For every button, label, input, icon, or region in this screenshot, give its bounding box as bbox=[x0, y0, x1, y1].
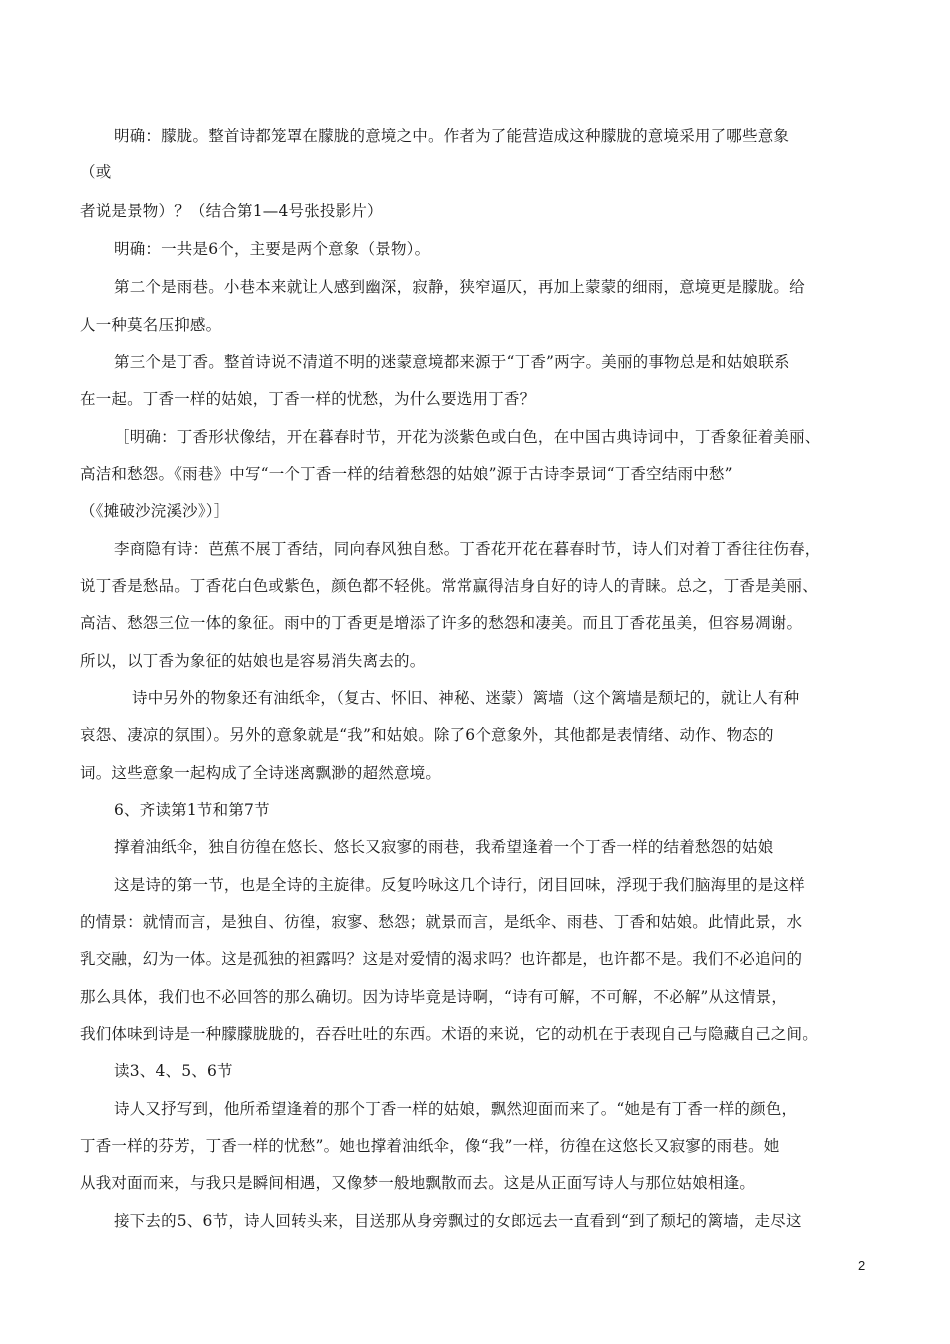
paragraph-line: 者说是景物）？（结合第1—4号张投影片） bbox=[80, 202, 383, 220]
paragraph-line: 高洁和愁怨。《雨巷》中写“一个丁香一样的结着愁怨的姑娘”源于古诗李景词“丁香空结雨中愁” bbox=[80, 465, 733, 483]
paragraph-line: 诗人又抒写到，他所希望逢着的那个丁香一样的姑娘，飘然迎面而来了。“她是有丁香一样的颜色， bbox=[114, 1100, 798, 1118]
section-heading: 读3、4、5、6节 bbox=[114, 1062, 233, 1080]
section-heading: 6、齐读第1节和第7节 bbox=[114, 801, 270, 819]
paragraph-line: 诗中另外的物象还有油纸伞，（复古、怀旧、神秘、迷蒙）篱墙（这个篱墙是颓圮的，就让人有种 bbox=[132, 689, 800, 707]
paragraph-line: 明确：朦胧。整首诗都笼罩在朦胧的意境之中。作者为了能营造成这种朦胧的意境采用了哪些意象 bbox=[114, 127, 790, 145]
paragraph-line: 李商隐有诗：芭蕉不展丁香结，同向春风独自愁。丁香花开花在暮春时节，诗人们对着丁香往往伤春， bbox=[114, 540, 821, 558]
paragraph-line: 词。这些意象一起构成了全诗迷离飘渺的超然意境。 bbox=[80, 764, 442, 782]
paragraph-line: 从我对面而来，与我只是瞬间相遇，又像梦一般地飘散而去。这是从正面写诗人与那位姑娘相逢。 bbox=[80, 1174, 756, 1192]
paragraph-line: ［明确：丁香形状像结，开在暮春时节，开花为淡紫色或白色，在中国古典诗词中，丁香象征着美丽、 bbox=[114, 428, 821, 446]
paragraph-line: 乳交融，幻为一体。这是孤独的袒露吗？这是对爱情的渴求吗？也许都是，也许都不是。我们不必追问的 bbox=[80, 950, 803, 968]
paragraph-line: 哀怨、凄凉的氛围）。另外的意象就是“我”和姑娘。除了6个意象外，其他都是表情绪、动作、物态的 bbox=[80, 726, 774, 744]
paragraph-line: 所以，以丁香为象征的姑娘也是容易消失离去的。 bbox=[80, 652, 426, 670]
paragraph-line: 在一起。丁香一样的姑娘，丁香一样的忧愁，为什么要选用丁香？ bbox=[80, 390, 536, 408]
paragraph-line: （《摊破沙浣溪沙》）］ bbox=[80, 502, 230, 520]
paragraph-line: 撑着油纸伞，独自彷徨在悠长、悠长又寂寥的雨巷，我希望逢着一个丁香一样的结着愁怨的姑娘 bbox=[114, 838, 774, 856]
paragraph-line: 说丁香是愁品。丁香花白色或紫色，颜色都不轻佻。常常赢得洁身自好的诗人的青睐。总之，丁香是美丽、 bbox=[80, 577, 818, 595]
paragraph-line: 我们体味到诗是一种朦朦胧胧的，吞吞吐吐的东西。术语的来说，它的动机在于表现自己与隐藏自己之间。 bbox=[80, 1025, 818, 1043]
paragraph-line: （或 bbox=[80, 163, 112, 181]
page-number: 2 bbox=[858, 1258, 866, 1273]
paragraph-line: 高洁、愁怨三位一体的象征。雨中的丁香更是增添了许多的愁怨和凄美。而且丁香花虽美，但容易凋谢。 bbox=[80, 614, 803, 632]
paragraph-line: 明确：一共是6个，主要是两个意象（景物）。 bbox=[114, 240, 431, 258]
paragraph-line: 那么具体，我们也不必回答的那么确切。因为诗毕竟是诗啊，“诗有可解，不可解，不必解”从这情景， bbox=[80, 988, 788, 1006]
paragraph-line: 丁香一样的芬芳，丁香一样的忧愁”。她也撑着油纸伞，像“我”一样，彷徨在这悠长又寂寥的雨巷。她 bbox=[80, 1137, 780, 1155]
paragraph-line: 人一种莫名压抑感。 bbox=[80, 316, 222, 334]
paragraph-line: 的情景：就情而言，是独自、彷徨，寂寥、愁怨；就景而言，是纸伞、雨巷、丁香和姑娘。此情此景，水 bbox=[80, 913, 803, 931]
paragraph-line: 接下去的5、6节，诗人回转头来，目送那从身旁飘过的女郎远去一直看到“到了颓圮的篱墙，走尽这 bbox=[114, 1212, 802, 1230]
paragraph-line: 第三个是丁香。整首诗说不清道不明的迷蒙意境都来源于“丁香”两字。美丽的事物总是和姑娘联系 bbox=[114, 353, 790, 371]
paragraph-line: 第二个是雨巷。小巷本来就让人感到幽深，寂静，狭窄逼仄，再加上蒙蒙的细雨，意境更是朦胧。给 bbox=[114, 278, 805, 296]
paragraph-line: 这是诗的第一节，也是全诗的主旋律。反复吟咏这几个诗行，闭目回味，浮现于我们脑海里的是这样 bbox=[114, 876, 805, 894]
